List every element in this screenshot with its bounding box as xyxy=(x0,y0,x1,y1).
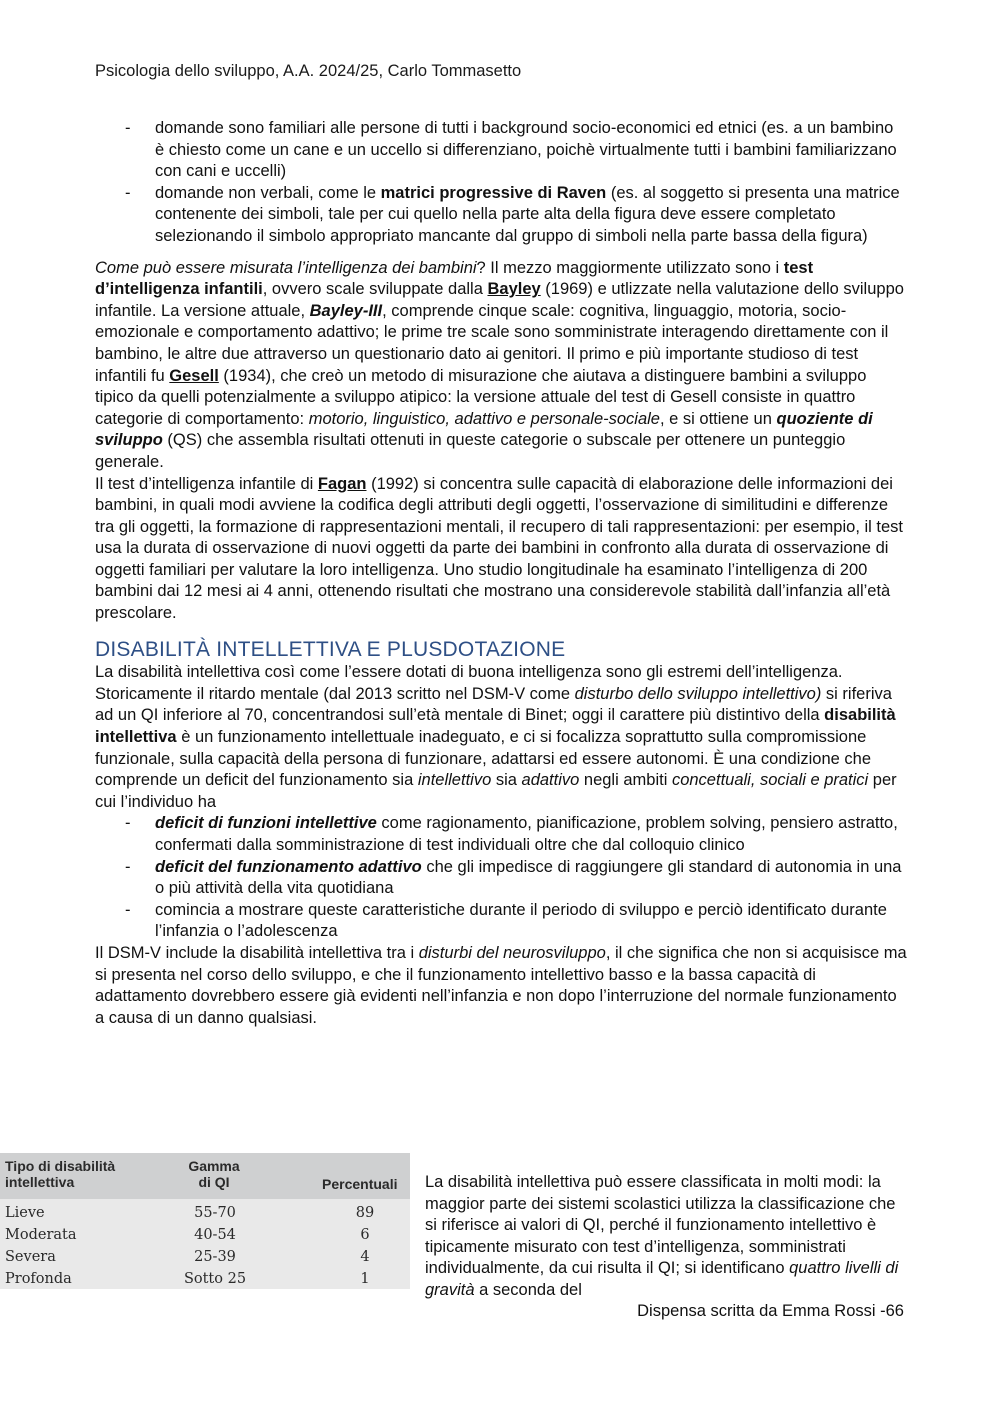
text-run: , il che significa che non si acquisisce ma si presenta nel corso dello sviluppo, e che il funzionamento intellettivo basso e la bassa capacità di adattamento dovrebbero essere già evidenti nell’infanzia e non dopo l’interruzione del normale funzionamento a causa di un danno qualsiasi. xyxy=(95,943,907,1027)
cell-range: 55-70 xyxy=(194,1205,236,1221)
text-run: Il DSM-V include la disabilità intellettiva tra i xyxy=(95,943,419,962)
text-run: si riferiva ad un QI inferiore al 70, concentrandosi sull’età mentale di Binet; oggi il carattere più distintivo della xyxy=(95,684,892,725)
list-item xyxy=(95,813,907,856)
text-run: motorio, linguistico, adattivo e personale-sociale xyxy=(308,409,660,428)
text-run: test d’intelligenza infantili xyxy=(95,258,814,299)
list-item-text xyxy=(155,814,898,854)
cell-type: Moderata xyxy=(5,1227,77,1243)
table-row xyxy=(0,1205,410,1227)
section-heading: DISABILITÀ INTELLETTIVA E PLUSDOTAZIONE xyxy=(95,637,566,661)
text-run: disabilità intellettiva xyxy=(95,706,896,747)
column-header-range: Gamma di QI xyxy=(188,1158,240,1190)
text-run: matrici progressive di Raven xyxy=(380,183,607,202)
list-item-text xyxy=(155,119,897,180)
list-item-text xyxy=(155,901,887,941)
text-run: , ovvero scale sviluppate dalla xyxy=(262,280,488,299)
text-run: Bayley xyxy=(487,280,541,299)
cell-range: 25-39 xyxy=(194,1249,236,1265)
page-header: Psicologia dello sviluppo, A.A. 2024/25, Carlo Tommasetto xyxy=(95,62,522,80)
text-run: è un funzionamento intellettuale inadeguato, e ci si focalizza soprattutto sulla compromissione funzionale, sulla capacità della persona di funzionare, adattarsi ed essere autonomi. È una condizione che comprende un deficit del funzionamento sia xyxy=(95,728,871,790)
text-run: quattro livelli di gravità xyxy=(425,1259,899,1299)
dash-marker: - xyxy=(125,119,131,137)
text-run: deficit del funzionamento adattivo xyxy=(155,857,422,876)
list-item xyxy=(95,183,907,248)
text-run: Fagan xyxy=(317,474,367,493)
list-item xyxy=(95,118,907,183)
table-header-row xyxy=(0,1153,410,1199)
cell-type: Severa xyxy=(5,1249,56,1265)
text-run: quoziente di sviluppo xyxy=(95,409,873,450)
text-run: concettuali, sociali e pratici xyxy=(671,771,869,790)
dash-marker: - xyxy=(125,857,131,876)
paragraph-infant-tests xyxy=(95,258,907,474)
text-run: Bayley-III xyxy=(309,301,383,320)
text-run: La disabilità intellettiva così come l’essere dotati di buona intelligenza sono gli estremi dell’intelligenza. Storicamente il ritardo mentale (dal 2013 scritto nel DSM-V come xyxy=(95,663,843,703)
text-run: domande sono familiari alle persone di tutti i background socio-economici ed etnici (es. a un bambino è chiesto come un cane e un uccello si differenziano, poichè virtualmente tutti i bambini familiarizzano con cani e uccelli) xyxy=(155,119,897,181)
paragraph-disability xyxy=(95,662,907,813)
text-run: per cui l’individuo ha xyxy=(95,771,897,811)
page-body xyxy=(95,118,907,1029)
text-run: negli ambiti xyxy=(579,771,672,790)
cell-range: 40-54 xyxy=(194,1227,236,1243)
text-run: deficit di funzioni intellettive xyxy=(155,814,377,833)
text-run: , comprende cinque scale: cognitiva, linguaggio, motoria, socio-emozionale e comportamento adattivo; le prime tre scale sono somministrate interagendo direttamente con il bambino, le altre due attraverso un questionario dato ai genitori. Il primo e più importante studioso di test infantili fu xyxy=(95,301,889,385)
column-header-type: Tipo di disabilità intellettiva xyxy=(5,1158,116,1190)
text-run: Il test d’intelligenza infantile di xyxy=(95,474,318,493)
text-run: Come può essere misurata l’intelligenza dei bambini xyxy=(95,258,477,277)
list-item-text xyxy=(155,184,900,245)
table-row xyxy=(0,1271,410,1293)
list-item xyxy=(95,900,907,943)
text-run: intellettivo xyxy=(417,771,492,790)
bullet-list-deficit xyxy=(95,813,907,943)
paragraph-fagan xyxy=(95,474,907,625)
text-run: disturbo dello sviluppo intellettivo) xyxy=(574,684,822,703)
text-run: (1934), che creò un metodo di misurazione che aiutava a distinguere bambini a sviluppo tipico da quelli potenzialmente a sviluppo atipico: la versione attuale del test di Gesell consiste in quattro categorie di comportamento: xyxy=(95,366,867,428)
list-item-text xyxy=(155,858,901,898)
text-run: che gli impedisce di raggiungere gli standard di autonomia in una o più attività della vita quotidiana xyxy=(155,857,902,898)
dash-marker: - xyxy=(125,183,131,202)
cell-percent: 1 xyxy=(360,1271,370,1287)
cell-percent: 4 xyxy=(360,1249,370,1265)
bullet-list-top xyxy=(95,118,907,248)
paragraph-dsm xyxy=(95,943,907,1029)
cell-range: Sotto 25 xyxy=(183,1271,247,1287)
cell-percent: 89 xyxy=(355,1205,375,1221)
text-run: ? Il mezzo maggiormente utilizzato sono i xyxy=(476,258,784,277)
text-run: disturbi del neurosviluppo xyxy=(418,943,606,962)
column-header-percent: Percentuali xyxy=(322,1176,398,1192)
cell-type: Profonda xyxy=(5,1271,72,1287)
dash-marker: - xyxy=(125,814,131,833)
disability-table xyxy=(0,1153,410,1289)
text-run: adattivo xyxy=(521,771,580,790)
table-row xyxy=(0,1227,410,1249)
text-run: domande non verbali, come le xyxy=(155,183,381,202)
dash-marker: - xyxy=(125,900,131,919)
text-run: (1992) si concentra sulle capacità di elaborazione delle informazioni dei bambini, in quali modi avviene la codifica degli attributi degli oggetti, l’osservazione di similitudini e differenze tra gli oggetti, la formazione di rappresentazioni mentali, il recupero di tali rappresentazioni: per esempio, il test usa la durata di osservazione di nuovi oggetti da parte dei bambini in confronto alla durata di osservazione di oggetti familiari per valutare la loro intelligenza. Uno studio longitudinale ha esaminato l’intelligenza di 200 bambini dai 12 mesi ai 4 anni, ottenendo risultati che mostrano una considerevole stabilità dall’infanzia all’età prescolare. xyxy=(95,474,904,623)
text-run: , e si ottiene un xyxy=(659,409,777,428)
text-run: a seconda del xyxy=(474,1280,582,1299)
text-run: La disabilità intellettiva può essere classificata in molti modi: la maggior parte dei sistemi scolastici utilizza la classificazione che si riferisce ai valori di QI, perché il funzionamento intellettivo è tipicamente misurato con test d’intelligenza, somministrati individualmente, da cui risulta il QI; si identificano xyxy=(425,1173,896,1278)
text-run: (es. al soggetto si presenta una matrice contenente dei simboli, tale per cui quello nella parte alta della figura deve essere completato selezionando il simbolo appropriato mancante dal gruppo di simboli nella parte bassa della figura) xyxy=(155,183,900,245)
text-run: come ragionamento, pianificazione, problem solving, pensiero astratto, confermati dalla somministrazione di test individuali oltre che dal colloquio clinico xyxy=(155,814,898,854)
text-run: sia xyxy=(491,771,522,790)
paragraph-classification xyxy=(425,1172,907,1302)
text-run: comincia a mostrare queste caratteristiche durante il periodo di sviluppo e perciò identificato durante l’infanzia o l’adolescenza xyxy=(155,900,887,941)
list-item xyxy=(95,857,907,900)
text-run: (QS) che assembla risultati ottenuti in queste categorie o subscale per ottenere un punteggio generale. xyxy=(95,431,846,471)
text-run: (1969) e utlizzate nella valutazione dello sviluppo infantile. La versione attuale, xyxy=(95,280,904,320)
text-run: Gesell xyxy=(169,366,219,385)
page-footer: Dispensa scritta da Emma Rossi -66 xyxy=(637,1302,904,1320)
table-row xyxy=(0,1249,410,1271)
cell-percent: 6 xyxy=(360,1227,370,1243)
cell-type: Lieve xyxy=(5,1205,45,1221)
